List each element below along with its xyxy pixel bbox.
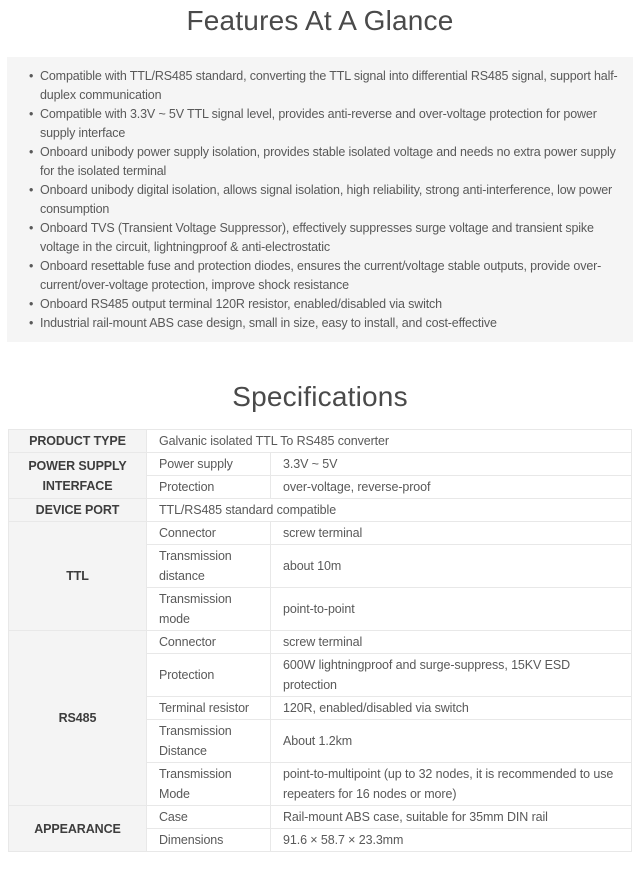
table-row <box>9 806 632 829</box>
table-row <box>9 430 632 453</box>
spec-name-cell: Terminal resistor <box>147 697 271 720</box>
feature-item: • Onboard unibody digital isolation, allows signal isolation, high reliability, strong anti-interference, low power consumption <box>40 181 619 219</box>
spec-name-cell: Case <box>147 806 271 829</box>
spec-name-cell: Connector <box>147 631 271 654</box>
spec-category-cell: APPEARANCE <box>9 806 147 852</box>
spec-name-cell: Transmission mode <box>147 588 271 631</box>
spec-name-cell: Power supply <box>147 453 271 476</box>
specifications-table-container <box>8 429 632 852</box>
spec-value-cell: 3.3V ~ 5V <box>271 453 632 476</box>
spec-value-cell: 600W lightningproof and surge-suppress, 15KV ESD protection <box>271 654 632 697</box>
spec-value-cell: over-voltage, reverse-proof <box>271 476 632 499</box>
specifications-table <box>8 429 632 852</box>
spec-name-cell: Protection <box>147 476 271 499</box>
spec-category-cell: RS485 <box>9 631 147 806</box>
spec-value-cell: point-to-point <box>271 588 632 631</box>
spec-name-cell: Transmission Mode <box>147 763 271 806</box>
spec-name-cell: Connector <box>147 522 271 545</box>
features-panel <box>7 57 633 342</box>
table-row <box>9 522 632 545</box>
features-title: Features At A Glance <box>186 5 454 36</box>
table-row <box>9 499 632 522</box>
features-list <box>28 67 619 333</box>
spec-value-cell: point-to-multipoint (up to 32 nodes, it is recommended to use repeaters for 16 nodes or more) <box>271 763 632 806</box>
spec-value-cell: 91.6 × 58.7 × 23.3mm <box>271 829 632 852</box>
feature-item: • Onboard TVS (Transient Voltage Suppressor), effectively suppresses surge voltage and transient spike voltage in the circuit, lightningproof & anti-electrostatic <box>40 219 619 257</box>
spec-value-cell: TTL/RS485 standard compatible <box>147 499 632 522</box>
spec-value-cell: screw terminal <box>271 522 632 545</box>
feature-item: • Compatible with 3.3V ~ 5V TTL signal level, provides anti-reverse and over-voltage protection for power supply interface <box>40 105 619 143</box>
feature-item: • Industrial rail-mount ABS case design, small in size, easy to install, and cost-effective <box>40 314 619 333</box>
feature-item: • Onboard resettable fuse and protection diodes, ensures the current/voltage stable outputs, provide over-current/over-voltage protection, improve shock resistance <box>40 257 619 295</box>
feature-item: • Onboard RS485 output terminal 120R resistor, enabled/disabled via switch <box>40 295 619 314</box>
specifications-title: Specifications <box>232 381 408 412</box>
table-row <box>9 631 632 654</box>
spec-name-cell: Dimensions <box>147 829 271 852</box>
feature-item: • Onboard unibody power supply isolation, provides stable isolated voltage and needs no extra power supply for the isolated terminal <box>40 143 619 181</box>
spec-value-cell: 120R, enabled/disabled via switch <box>271 697 632 720</box>
spec-category-cell: DEVICE PORT <box>9 499 147 522</box>
spec-value-cell: about 10m <box>271 545 632 588</box>
spec-value-cell: screw terminal <box>271 631 632 654</box>
table-row <box>9 453 632 476</box>
spec-name-cell: Protection <box>147 654 271 697</box>
spec-name-cell: Transmission Distance <box>147 720 271 763</box>
spec-category-cell: POWER SUPPLY INTERFACE <box>9 453 147 499</box>
spec-category-cell: TTL <box>9 522 147 631</box>
spec-category-cell: PRODUCT TYPE <box>9 430 147 453</box>
spec-value-cell: Rail-mount ABS case, suitable for 35mm DIN rail <box>271 806 632 829</box>
spec-value-cell: About 1.2km <box>271 720 632 763</box>
spec-value-cell: Galvanic isolated TTL To RS485 converter <box>147 430 632 453</box>
spec-name-cell: Transmission distance <box>147 545 271 588</box>
feature-item: • Compatible with TTL/RS485 standard, converting the TTL signal into differential RS485 signal, support half-duplex communication <box>40 67 619 105</box>
